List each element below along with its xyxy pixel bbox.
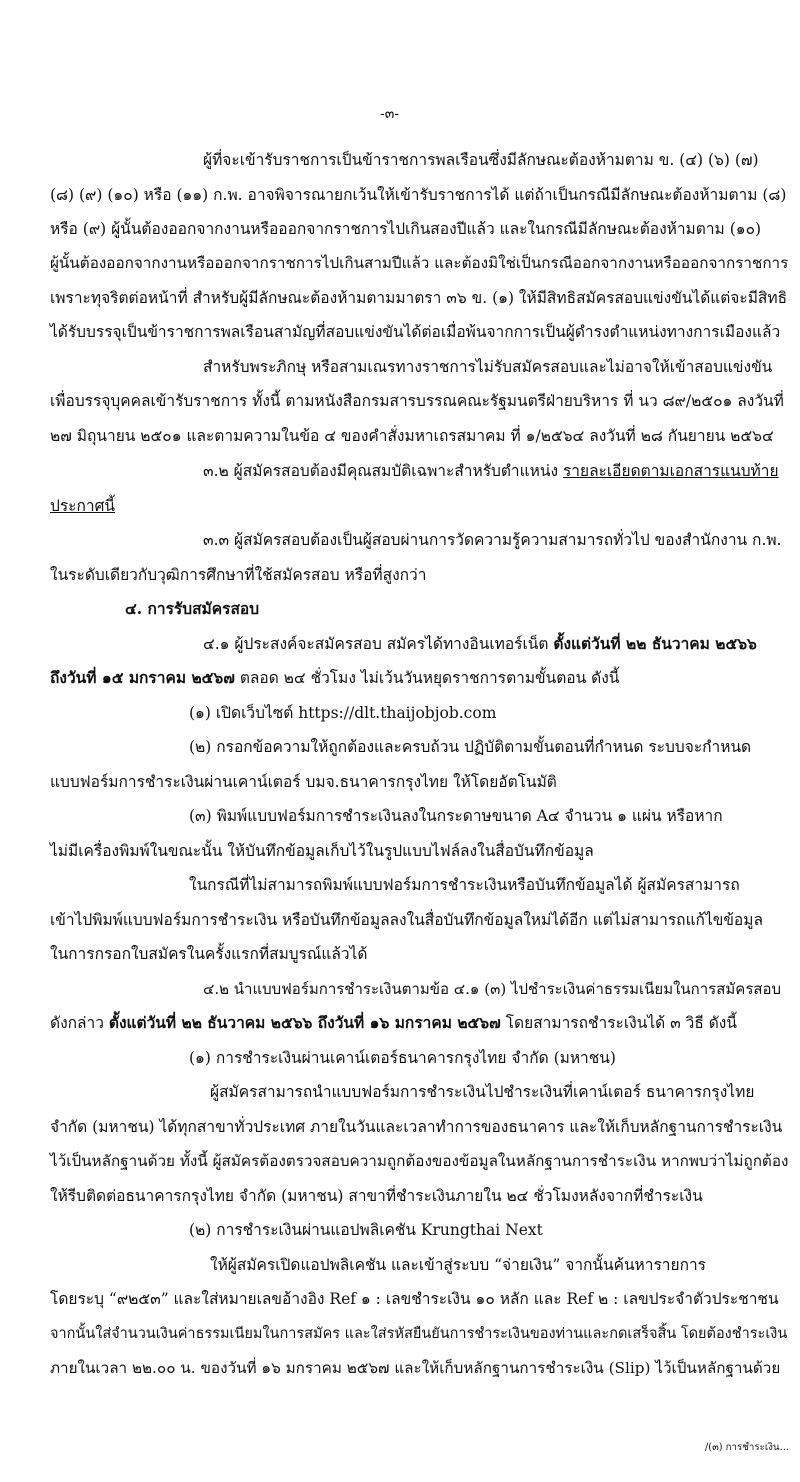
text-line: ๓.๓ ผู้สมัครสอบต้องเป็นผู้สอบผ่านการวัดความรู้ความสามารถทั่วไป ของสำนักงาน ก.พ. [203, 531, 782, 549]
text-line: จากนั้นใส่จำนวนเงินค่าธรรมเนียมในการสมัคร และใส่รหัสยืนยันการชำระเงินของท่านและกดเสร็จสิ้น โดยต้องชำระเงิน [50, 1326, 788, 1342]
text-line: จำกัด (มหาชน) ได้ทุกสาขาทั่วประเทศ ภายในวันและเวลาทำการของธนาคาร และให้เก็บหลักฐานการชำระเงิน [50, 1118, 783, 1136]
section-4-1-text: ๔.๑ ผู้ประสงค์จะสมัครสอบ สมัครได้ทางอินเทอร์เน็ต [203, 635, 549, 653]
text-line [203, 634, 757, 654]
page-number: -๓- [380, 106, 400, 122]
text-fragment: ดังกล่าว [50, 1014, 104, 1032]
text-line: ให้รีบติดต่อธนาคารกรุงไทย จำกัด (มหาชน) สาขาที่ชำระเงินภายใน ๒๔ ชั่วโมงหลังจากที่ชำระเงิน [50, 1187, 703, 1205]
continuation-footer: /(๓) การชำระเงิน... [705, 1442, 789, 1453]
section-heading: ๔. การรับสมัครสอบ [125, 599, 260, 618]
text-line: (๑) เปิดเว็บไซต์ https://dlt.thaijobjob.com [189, 704, 497, 722]
text-line [50, 1013, 737, 1033]
text-line: ในระดับเดียวกับวุฒิการศึกษาที่ใช้สมัครสอบ หรือที่สูงกว่า [50, 566, 427, 584]
schedule-text: ตลอด ๒๔ ชั่วโมง ไม่เว้นวันหยุดราชการตามขั้นตอน ดังนี้ [239, 669, 620, 687]
text-line: แบบฟอร์มการชำระเงินผ่านเคาน์เตอร์ บมจ.ธนาคารกรุงไทย ให้โดยอัตโนมัติ [50, 773, 557, 791]
text-line: สำหรับพระภิกษุ หรือสามเณรทางราชการไม่รับสมัครสอบและไม่อาจให้เข้าสอบแข่งขัน [203, 358, 773, 376]
text-line: ได้รับบรรจุเป็นข้าราชการพลเรือนสามัญที่สอบแข่งขันได้ต่อเมื่อพ้นจากการเป็นผู้ดำรงตำแหน่งทางการเมืองแล้ว [50, 323, 781, 341]
attachment-reference: รายละเอียดตามเอกสารแนบท้าย [562, 462, 779, 480]
text-line: (๒) กรอกข้อความให้ถูกต้องและครบถ้วน ปฏิบัติตามขั้นตอนที่กำหนด ระบบจะกำหนด [189, 738, 752, 756]
text-line: ในการกรอกใบสมัครในครั้งแรกที่สมบูรณ์แล้วได้ [50, 945, 368, 963]
end-date: ถึงวันที่ ๑๕ มกราคม ๒๕๖๗ [50, 668, 235, 687]
text-line [50, 668, 619, 688]
text-line: ประกาศนี้ [50, 497, 116, 515]
text-line: หรือ (๙) ผู้นั้นต้องออกจากงานหรือออกจากราชการไปเกินสองปีแล้ว และในกรณีมีลักษณะต้องห้ามตาม (๑๐) [50, 220, 762, 238]
text-line: ผู้ที่จะเข้ารับราชการเป็นข้าราชการพลเรือนซึ่งมีลักษณะต้องห้ามตาม ข. (๔) (๖) (๗) [203, 151, 759, 169]
section-3-2-text: ๓.๒ ผู้สมัครสอบต้องมีคุณสมบัติเฉพาะสำหรับตำแหน่ง [203, 462, 559, 480]
text-line: (๘) (๙) (๑๐) หรือ (๑๑) ก.พ. อาจพิจารณายกเว้นให้เข้ารับราชการได้ แต่ถ้าเป็นกรณีมีลักษณะต้องห้ามตาม (๘) [50, 186, 787, 204]
text-line: ภายในเวลา ๒๒.๐๐ น. ของวันที่ ๑๖ มกราคม ๒๕๖๗ และให้เก็บหลักฐานการชำระเงิน (Slip) ไว้เป็นหลักฐานด้วย [50, 1359, 781, 1377]
text-line: ไว้เป็นหลักฐานด้วย ทั้งนี้ ผู้สมัครต้องตรวจสอบความถูกต้องของข้อมูลในหลักฐานการชำระเงิน หากพบว่าไม่ถูกต้อง [50, 1152, 789, 1170]
text-line: (๓) พิมพ์แบบฟอร์มการชำระเงินลงในกระดาษขนาด A๔ จำนวน ๑ แผ่น หรือหาก [189, 807, 723, 825]
text-line: เพราะทุจริตต่อหน้าที่ สำหรับผู้มีลักษณะต้องห้ามตามมาตรา ๓๖ ข. (๑) ให้มีสิทธิสมัครสอบแข่งขันได้แต่จะมีสิทธิ [50, 289, 788, 307]
text-line: ในกรณีที่ไม่สามารถพิมพ์แบบฟอร์มการชำระเงินหรือบันทึกข้อมูลได้ ผู้สมัครสามารถ [189, 876, 740, 894]
text-line: (๑) การชำระเงินผ่านเคาน์เตอร์ธนาคารกรุงไทย จำกัด (มหาชน) [189, 1049, 616, 1067]
text-line [203, 461, 779, 481]
payment-period: ตั้งแต่วันที่ ๒๒ ธันวาคม ๒๕๖๖ ถึงวันที่ ๑๖ มกราคม ๒๕๖๗ [108, 1013, 501, 1032]
text-line: ไม่มีเครื่องพิมพ์ในขณะนั้น ให้บันทึกข้อมูลเก็บไว้ในรูปแบบไฟล์ลงในสื่อบันทึกข้อมูล [50, 842, 594, 860]
start-date: ตั้งแต่วันที่ ๒๒ ธันวาคม ๒๕๖๖ [553, 634, 757, 653]
text-line: ๔.๒ นำแบบฟอร์มการชำระเงินตามข้อ ๔.๑ (๓) ไปชำระเงินค่าธรรมเนียมในการสมัครสอบ [203, 980, 782, 998]
text-line: ให้ผู้สมัครเปิดแอปพลิเคชัน และเข้าสู่ระบบ “จ่ายเงิน” จากนั้นค้นหารายการ [210, 1256, 707, 1274]
text-line: เข้าไปพิมพ์แบบฟอร์มการชำระเงิน หรือบันทึกข้อมูลลงในสื่อบันทึกข้อมูลใหม่ได้อีก แต่ไม่สามารถแก้ไขข้อมูล [50, 911, 763, 929]
text-line: ผู้สมัครสามารถนำแบบฟอร์มการชำระเงินไปชำระเงินที่เคาน์เตอร์ ธนาคารกรุงไทย [210, 1083, 755, 1101]
text-line: ผู้นั้นต้องออกจากงานหรือออกจากราชการไปเกินสามปีแล้ว และต้องมิใช่เป็นกรณีออกจากงานหรือออกจากราชการ [50, 254, 789, 272]
text-line: ๒๗ มิถุนายน ๒๕๐๑ และตามความในข้อ ๔ ของคำสั่งมหาเถรสมาคม ที่ ๑/๒๕๖๔ ลงวันที่ ๒๘ กันยายน ๒๕๖๔ [50, 427, 774, 445]
text-line: โดยระบุ “๙๒๕๓” และใส่หมายเลขอ้างอิง Ref ๑ : เลขชำระเงิน ๑๐ หลัก และ Ref ๒ : เลขประจำตัวประชาชน [50, 1290, 779, 1308]
text-line: เพื่อบรรจุบุคคลเข้ารับราชการ ทั้งนี้ ตามหนังสือกรมสารบรรณคณะรัฐมนตรีฝ่ายบริหาร ที่ นว ๘๙/๒๕๐๑ ลงวันที่ [50, 392, 784, 410]
text-line: (๒) การชำระเงินผ่านแอปพลิเคชัน Krungthai Next [189, 1221, 543, 1239]
text-fragment: โดยสามารถชำระเงินได้ ๓ วิธี ดังนี้ [505, 1014, 737, 1032]
